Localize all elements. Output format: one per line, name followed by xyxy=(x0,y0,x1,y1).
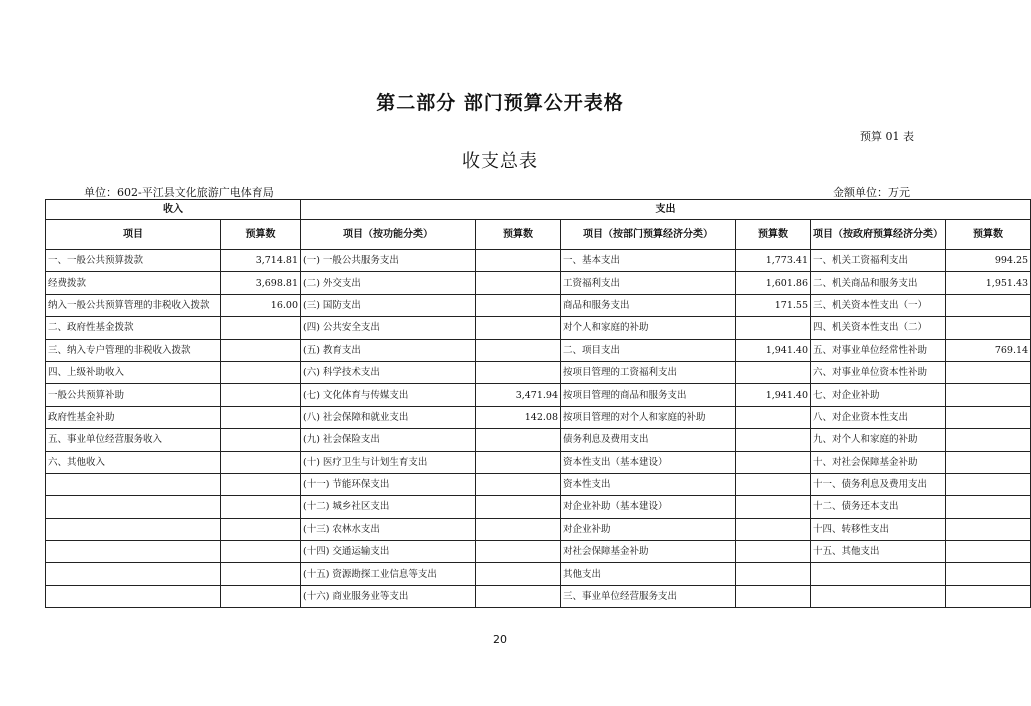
item-cell: 对企业补助（基本建设） xyxy=(561,496,736,518)
amount-cell xyxy=(221,585,301,607)
table-row xyxy=(46,585,1031,607)
amount-cell xyxy=(946,473,1031,495)
item-cell: 四、机关资本性支出（二） xyxy=(811,317,946,339)
table-row xyxy=(46,250,1031,272)
item-cell xyxy=(811,563,946,585)
table-row xyxy=(46,563,1031,585)
item-cell xyxy=(46,541,221,563)
amount-cell xyxy=(736,518,811,540)
item-cell: 六、其他收入 xyxy=(46,451,221,473)
amount-cell xyxy=(221,339,301,361)
column-header-row xyxy=(46,220,1031,250)
item-cell: 五、事业单位经营服务收入 xyxy=(46,429,221,451)
amount-cell: 142.08 xyxy=(476,406,561,428)
item-cell: (四) 公共安全支出 xyxy=(301,317,476,339)
item-cell: 其他支出 xyxy=(561,563,736,585)
amount-cell xyxy=(221,406,301,428)
amount-cell: 3,698.81 xyxy=(221,272,301,294)
table-title: 收支总表 xyxy=(462,151,538,172)
amount-cell xyxy=(946,317,1031,339)
column-header: 项目（按政府预算经济分类） xyxy=(811,220,946,250)
amount-cell xyxy=(736,361,811,383)
item-cell: 资本性支出 xyxy=(561,473,736,495)
item-cell: 按项目管理的商品和服务支出 xyxy=(561,384,736,406)
amount-cell xyxy=(476,541,561,563)
item-cell: 债务利息及费用支出 xyxy=(561,429,736,451)
item-cell: 工资福利支出 xyxy=(561,272,736,294)
item-cell xyxy=(46,518,221,540)
item-cell: (十三) 农林水支出 xyxy=(301,518,476,540)
amount-cell xyxy=(476,317,561,339)
amount-cell xyxy=(946,429,1031,451)
item-cell: 十一、债务利息及费用支出 xyxy=(811,473,946,495)
item-cell: 一、一般公共预算拨款 xyxy=(46,250,221,272)
amount-cell xyxy=(221,473,301,495)
column-header: 预算数 xyxy=(736,220,811,250)
amount-cell xyxy=(476,585,561,607)
amount-cell xyxy=(221,384,301,406)
column-header: 预算数 xyxy=(221,220,301,250)
amount-cell xyxy=(736,317,811,339)
table-row xyxy=(46,541,1031,563)
column-header: 项目（按功能分类） xyxy=(301,220,476,250)
item-cell: 九、对个人和家庭的补助 xyxy=(811,429,946,451)
table-row xyxy=(46,272,1031,294)
item-cell: 按项目管理的工资福利支出 xyxy=(561,361,736,383)
group-header-row xyxy=(46,200,1031,220)
amount-cell xyxy=(946,563,1031,585)
item-cell: 按项目管理的对个人和家庭的补助 xyxy=(561,406,736,428)
table-row xyxy=(46,339,1031,361)
item-cell: (二) 外交支出 xyxy=(301,272,476,294)
amount-cell xyxy=(946,294,1031,316)
item-cell: (十) 医疗卫生与计划生育支出 xyxy=(301,451,476,473)
item-cell: 十五、其他支出 xyxy=(811,541,946,563)
amount-cell xyxy=(946,496,1031,518)
table-row xyxy=(46,317,1031,339)
item-cell: 对个人和家庭的补助 xyxy=(561,317,736,339)
table-row xyxy=(46,451,1031,473)
amount-cell xyxy=(221,541,301,563)
amount-cell: 1,773.41 xyxy=(736,250,811,272)
currency-unit-label: 金额单位：万元 xyxy=(833,186,910,199)
amount-cell xyxy=(476,451,561,473)
item-cell: (七) 文化体育与传媒支出 xyxy=(301,384,476,406)
item-cell: 商品和服务支出 xyxy=(561,294,736,316)
unit-label: 单位：602-平江县文化旅游广电体育局 xyxy=(84,186,274,199)
item-cell: 三、事业单位经营服务支出 xyxy=(561,585,736,607)
item-cell xyxy=(811,585,946,607)
table-row xyxy=(46,406,1031,428)
item-cell: 四、上级补助收入 xyxy=(46,361,221,383)
amount-cell xyxy=(476,473,561,495)
table-row xyxy=(46,429,1031,451)
column-header: 项目 xyxy=(46,220,221,250)
item-cell: (十一) 节能环保支出 xyxy=(301,473,476,495)
amount-cell xyxy=(946,406,1031,428)
amount-cell xyxy=(221,361,301,383)
amount-cell xyxy=(736,451,811,473)
item-cell xyxy=(46,496,221,518)
amount-cell: 171.55 xyxy=(736,294,811,316)
amount-cell xyxy=(476,429,561,451)
item-cell: (八) 社会保障和就业支出 xyxy=(301,406,476,428)
item-cell: 十、对社会保障基金补助 xyxy=(811,451,946,473)
item-cell: (十二) 城乡社区支出 xyxy=(301,496,476,518)
amount-cell xyxy=(736,541,811,563)
amount-cell xyxy=(946,384,1031,406)
item-cell: 经费拨款 xyxy=(46,272,221,294)
item-cell: (一) 一般公共服务支出 xyxy=(301,250,476,272)
amount-cell xyxy=(221,496,301,518)
amount-cell xyxy=(736,496,811,518)
table-row xyxy=(46,518,1031,540)
item-cell: 八、对企业资本性支出 xyxy=(811,406,946,428)
amount-cell xyxy=(736,563,811,585)
amount-cell xyxy=(221,451,301,473)
amount-cell xyxy=(946,451,1031,473)
table-row xyxy=(46,294,1031,316)
table-row xyxy=(46,384,1031,406)
amount-cell: 1,951.43 xyxy=(946,272,1031,294)
amount-cell xyxy=(736,406,811,428)
amount-cell xyxy=(476,294,561,316)
item-cell: 一般公共预算补助 xyxy=(46,384,221,406)
item-cell: 十四、转移性支出 xyxy=(811,518,946,540)
amount-cell xyxy=(736,473,811,495)
table-body xyxy=(46,250,1031,608)
amount-cell xyxy=(736,585,811,607)
amount-cell: 16.00 xyxy=(221,294,301,316)
table-number: 预算 01 表 xyxy=(860,130,914,143)
item-cell: 资本性支出（基本建设） xyxy=(561,451,736,473)
table-row xyxy=(46,361,1031,383)
amount-cell xyxy=(476,496,561,518)
amount-cell xyxy=(736,429,811,451)
amount-cell xyxy=(476,563,561,585)
amount-cell xyxy=(476,272,561,294)
item-cell: 一、基本支出 xyxy=(561,250,736,272)
column-header: 预算数 xyxy=(476,220,561,250)
amount-cell xyxy=(946,541,1031,563)
amount-cell xyxy=(476,361,561,383)
amount-cell xyxy=(946,518,1031,540)
item-cell: (十五) 资源勘探工业信息等支出 xyxy=(301,563,476,585)
income-group-header: 收入 xyxy=(46,200,301,220)
item-cell: 二、机关商品和服务支出 xyxy=(811,272,946,294)
item-cell: (十六) 商业服务业等支出 xyxy=(301,585,476,607)
item-cell: 对企业补助 xyxy=(561,518,736,540)
item-cell: 五、对事业单位经常性补助 xyxy=(811,339,946,361)
budget-summary-table xyxy=(45,199,1031,608)
item-cell: (三) 国防支出 xyxy=(301,294,476,316)
page-title: 第二部分 部门预算公开表格 xyxy=(376,92,624,114)
amount-cell xyxy=(476,518,561,540)
item-cell: 纳入一般公共预算管理的非税收入拨款 xyxy=(46,294,221,316)
amount-cell: 1,941.40 xyxy=(736,384,811,406)
amount-cell: 3,471.94 xyxy=(476,384,561,406)
item-cell xyxy=(46,473,221,495)
table-row xyxy=(46,496,1031,518)
amount-cell: 994.25 xyxy=(946,250,1031,272)
amount-cell xyxy=(476,339,561,361)
amount-cell xyxy=(221,317,301,339)
item-cell: (十四) 交通运输支出 xyxy=(301,541,476,563)
item-cell xyxy=(46,563,221,585)
item-cell: 十二、债务还本支出 xyxy=(811,496,946,518)
item-cell: 二、政府性基金拨款 xyxy=(46,317,221,339)
amount-cell xyxy=(221,429,301,451)
amount-cell: 1,601.86 xyxy=(736,272,811,294)
amount-cell xyxy=(946,361,1031,383)
amount-cell xyxy=(476,250,561,272)
item-cell: 政府性基金补助 xyxy=(46,406,221,428)
expense-group-header: 支出 xyxy=(301,200,1031,220)
item-cell: (九) 社会保险支出 xyxy=(301,429,476,451)
item-cell: 二、项目支出 xyxy=(561,339,736,361)
column-header: 项目（按部门预算经济分类） xyxy=(561,220,736,250)
item-cell: 三、纳入专户管理的非税收入拨款 xyxy=(46,339,221,361)
item-cell: 七、对企业补助 xyxy=(811,384,946,406)
item-cell: 一、机关工资福利支出 xyxy=(811,250,946,272)
amount-cell xyxy=(221,563,301,585)
column-header: 预算数 xyxy=(946,220,1031,250)
item-cell: (六) 科学技术支出 xyxy=(301,361,476,383)
item-cell: 对社会保障基金补助 xyxy=(561,541,736,563)
table-row xyxy=(46,473,1031,495)
page-number: 20 xyxy=(493,633,507,646)
item-cell xyxy=(46,585,221,607)
amount-cell: 3,714.81 xyxy=(221,250,301,272)
amount-cell: 769.14 xyxy=(946,339,1031,361)
amount-cell xyxy=(946,585,1031,607)
amount-cell xyxy=(221,518,301,540)
item-cell: 六、对事业单位资本性补助 xyxy=(811,361,946,383)
item-cell: (五) 教育支出 xyxy=(301,339,476,361)
item-cell: 三、机关资本性支出（一） xyxy=(811,294,946,316)
amount-cell: 1,941.40 xyxy=(736,339,811,361)
